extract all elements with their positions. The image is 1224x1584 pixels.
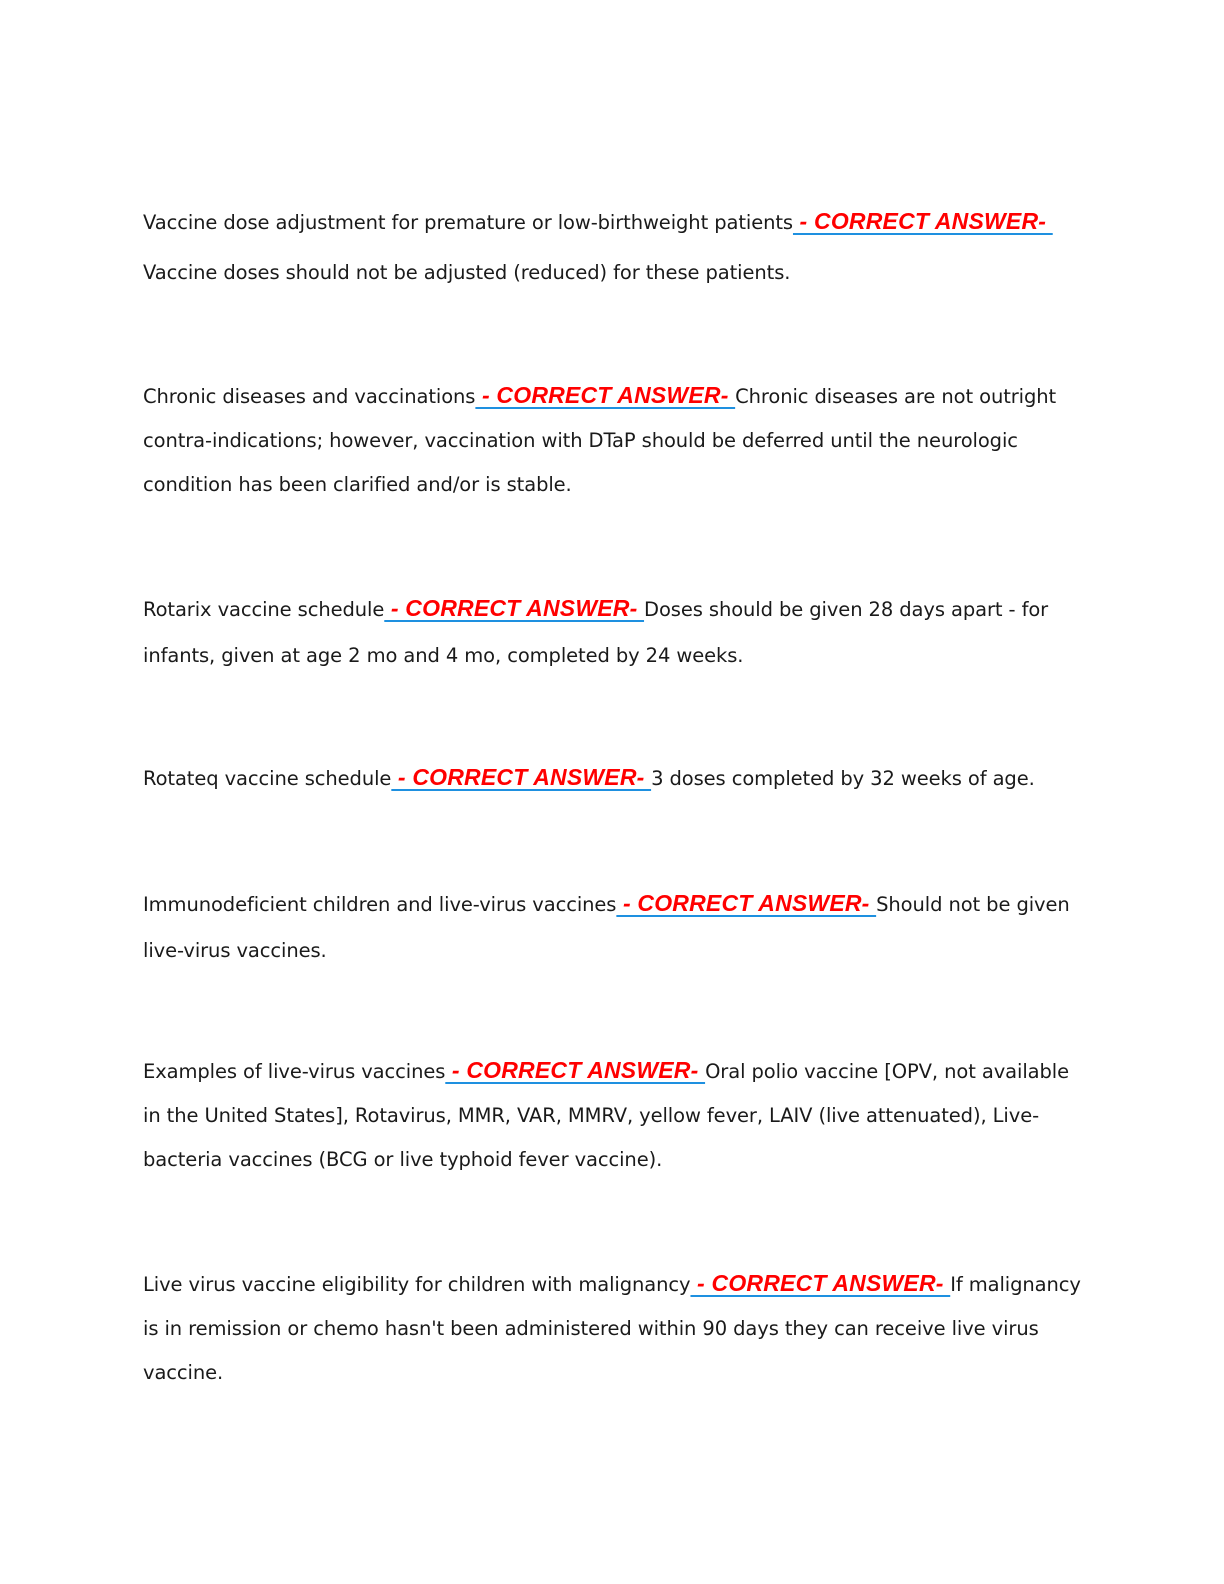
correct-answer-label: - CORRECT ANSWER- bbox=[616, 890, 877, 916]
correct-answer-label: - CORRECT ANSWER- bbox=[384, 595, 645, 621]
question-text: Rotarix vaccine schedule bbox=[143, 598, 385, 621]
correct-answer-label: - CORRECT ANSWER- bbox=[445, 1057, 706, 1083]
correct-answer-label: - CORRECT ANSWER- bbox=[391, 764, 652, 790]
answer-text: Should not be given live-virus vaccines. bbox=[143, 893, 1076, 962]
flashcard-entry bbox=[143, 585, 1083, 679]
question-text: Live virus vaccine eligibility for children with malignancy bbox=[143, 1273, 691, 1296]
flashcard-entry bbox=[143, 1048, 1083, 1182]
answer-text: If malignancy is in remission or chemo hasn't been administered within 90 days they can receive live virus vaccine. bbox=[143, 1273, 1087, 1384]
question-text: Chronic diseases and vaccinations bbox=[143, 385, 476, 408]
question-text: Rotateq vaccine schedule bbox=[143, 767, 392, 790]
flashcard-entry bbox=[143, 196, 1083, 298]
correct-answer-label: - CORRECT ANSWER- bbox=[475, 382, 736, 408]
question-text: Examples of live-virus vaccines bbox=[143, 1060, 446, 1083]
flashcard-entry bbox=[143, 373, 1083, 507]
answer-text: Doses should be given 28 days apart - for infants, given at age 2 mo and 4 mo, completed by 24 weeks. bbox=[143, 598, 1055, 667]
question-text: Immunodeficient children and live-virus vaccines bbox=[143, 893, 617, 916]
correct-answer-label: - CORRECT ANSWER- bbox=[792, 208, 1053, 234]
answer-text: Chronic diseases are not outright contra-indications; however, vaccination with DTaP should be deferred until the neurologic condition has been clarified and/or is stable. bbox=[143, 385, 1063, 496]
question-text: Vaccine dose adjustment for premature or low-birthweight patients bbox=[143, 211, 793, 234]
answer-text: 3 doses completed by 32 weeks of age. bbox=[651, 767, 1035, 790]
correct-answer-label: - CORRECT ANSWER- bbox=[690, 1270, 951, 1296]
flashcard-entry bbox=[143, 880, 1083, 974]
flashcard-entry bbox=[143, 1261, 1087, 1395]
flashcard-entry bbox=[143, 754, 1083, 802]
answer-text: Oral polio vaccine [OPV, not available in the United States], Rotavirus, MMR, VAR, MMRV, yellow fever, LAIV (live attenuated), Live-bacteria vaccines (BCG or live typhoid fever vaccine). bbox=[143, 1060, 1076, 1171]
answer-text: Vaccine doses should not be adjusted (reduced) for these patients. bbox=[143, 261, 791, 284]
